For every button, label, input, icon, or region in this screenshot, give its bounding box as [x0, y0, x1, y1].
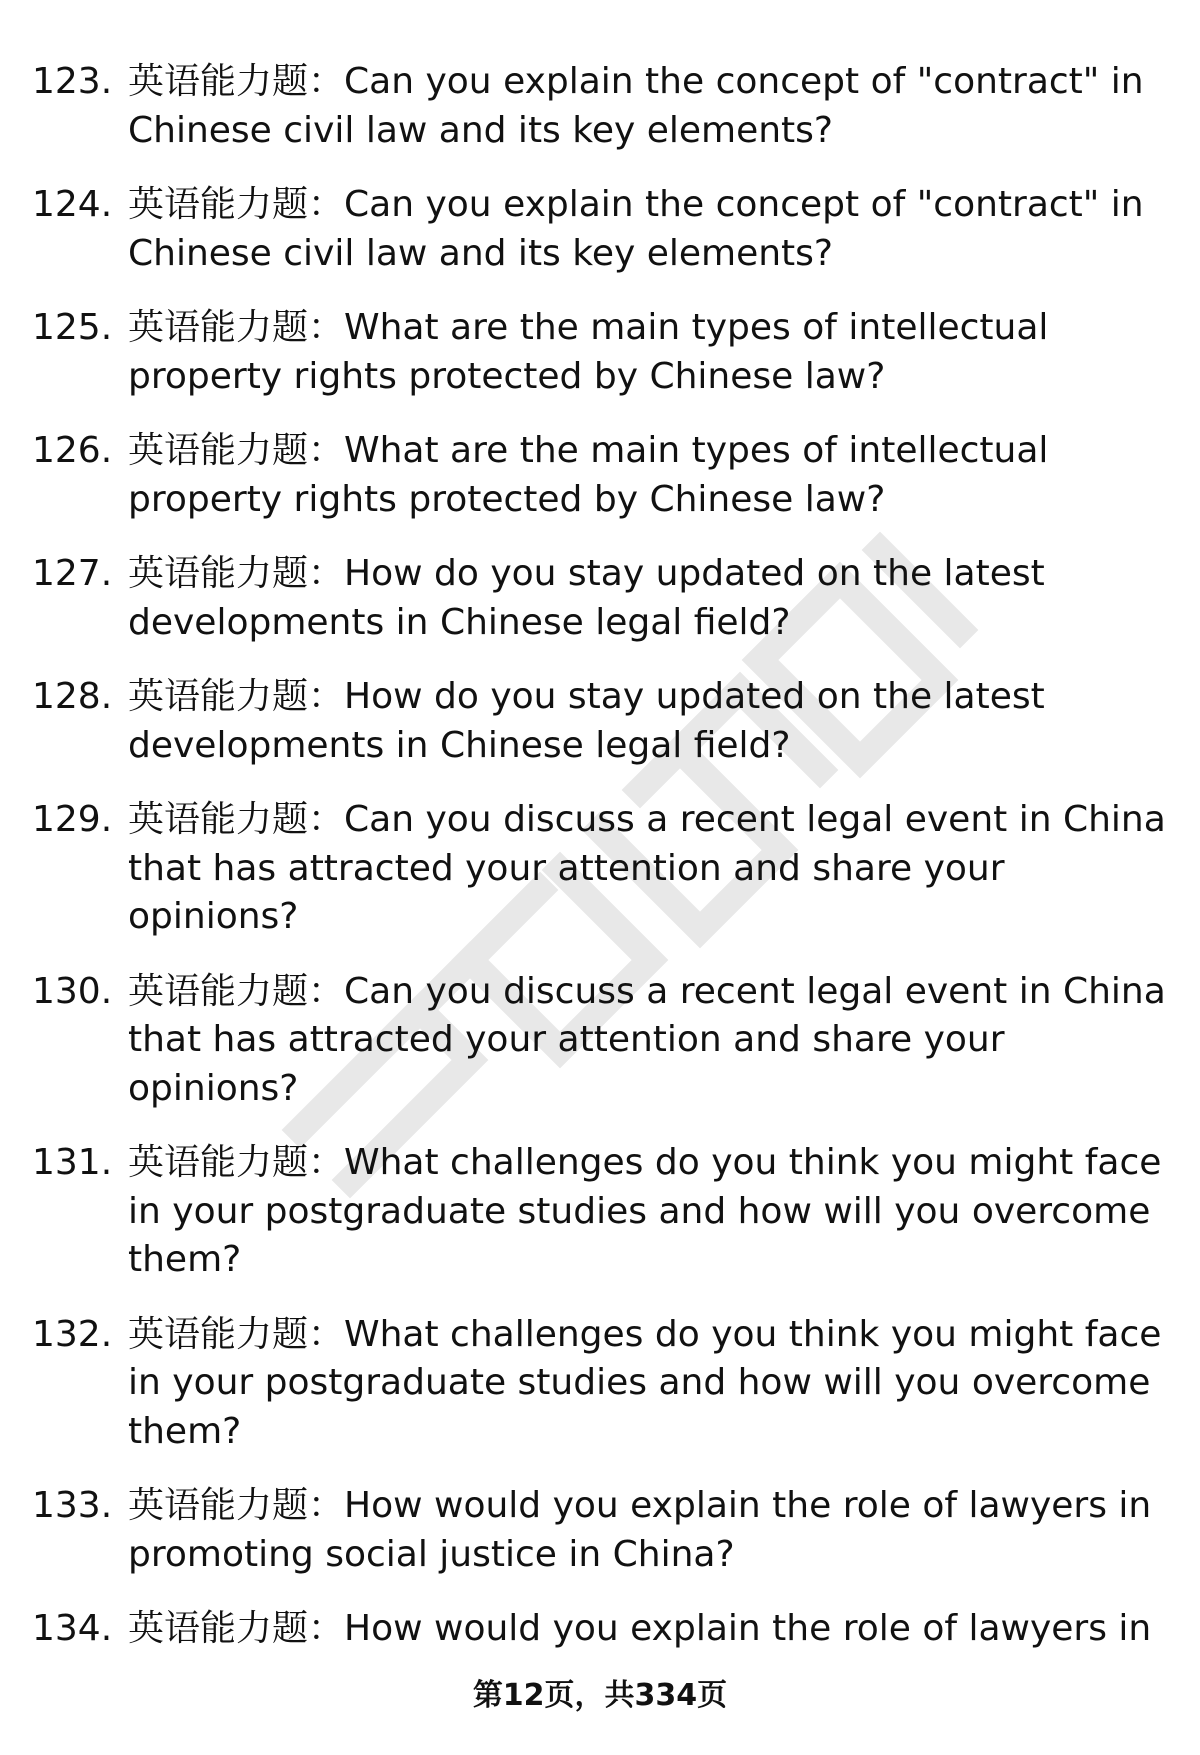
question-text: What challenges do you think you might face in your postgraduate studies and how will you overcome them?	[128, 1142, 1162, 1280]
list-item	[0, 673, 1200, 770]
list-item	[0, 1605, 1200, 1654]
question-number: 124.	[32, 184, 113, 225]
question-number: 128.	[32, 676, 113, 717]
list-item	[0, 58, 1200, 155]
question-text: Can you explain the concept of "contract" in Chinese civil law and its key elements?	[128, 61, 1144, 151]
question-category: 英语能力题：	[128, 1142, 345, 1183]
question-text: Can you discuss a recent legal event in China that has attracted your attention and share your opinions?	[128, 970, 1166, 1109]
question-category: 英语能力题：	[128, 307, 345, 348]
question-category: 英语能力题：	[128, 61, 345, 102]
question-category: 英语能力题：	[128, 799, 345, 840]
question-text: How would you explain the role of lawyers in	[344, 1608, 1152, 1649]
question-category: 英语能力题：	[128, 1608, 345, 1649]
question-number: 123.	[32, 61, 113, 102]
question-number: 132.	[32, 1313, 113, 1355]
question-list	[0, 58, 1200, 1680]
question-number: 129.	[32, 799, 113, 840]
question-number: 127.	[32, 553, 113, 594]
question-number: 131.	[32, 1142, 113, 1183]
list-item	[0, 550, 1200, 647]
question-category: 英语能力题：	[128, 970, 345, 1012]
list-item	[0, 181, 1200, 278]
list-item	[0, 968, 1200, 1114]
list-item	[0, 1139, 1200, 1285]
question-category: 英语能力题：	[128, 1485, 345, 1526]
question-category: 英语能力题：	[128, 184, 345, 225]
question-text: What challenges do you think you might face in your postgraduate studies and how will you overcome them?	[128, 1313, 1162, 1452]
page-number-footer: 第12页，共334页	[472, 1678, 728, 1713]
question-category: 英语能力题：	[128, 1313, 345, 1355]
question-text: Can you discuss a recent legal event in China that has attracted your attention and share your opinions?	[128, 799, 1166, 937]
list-item	[0, 1482, 1200, 1579]
question-number: 133.	[32, 1485, 113, 1526]
question-category: 英语能力题：	[128, 676, 345, 717]
question-number: 130.	[32, 970, 113, 1012]
list-item	[0, 427, 1200, 524]
question-text: What are the main types of intellectual property rights protected by Chinese law?	[128, 430, 1049, 520]
question-number: 125.	[32, 307, 113, 348]
question-text: How do you stay updated on the latest developments in Chinese legal field?	[128, 553, 1045, 643]
question-text: How would you explain the role of lawyers in promoting social justice in China?	[128, 1485, 1152, 1575]
question-category: 英语能力题：	[128, 430, 345, 471]
list-item	[0, 796, 1200, 942]
question-text: What are the main types of intellectual property rights protected by Chinese law?	[128, 307, 1049, 397]
question-category: 英语能力题：	[128, 553, 345, 594]
question-text: Can you explain the concept of "contract" in Chinese civil law and its key elements?	[128, 184, 1144, 274]
list-item	[0, 1311, 1200, 1457]
list-item	[0, 304, 1200, 401]
question-number: 126.	[32, 430, 113, 471]
question-text: How do you stay updated on the latest developments in Chinese legal field?	[128, 676, 1045, 766]
question-number: 134.	[32, 1608, 113, 1649]
